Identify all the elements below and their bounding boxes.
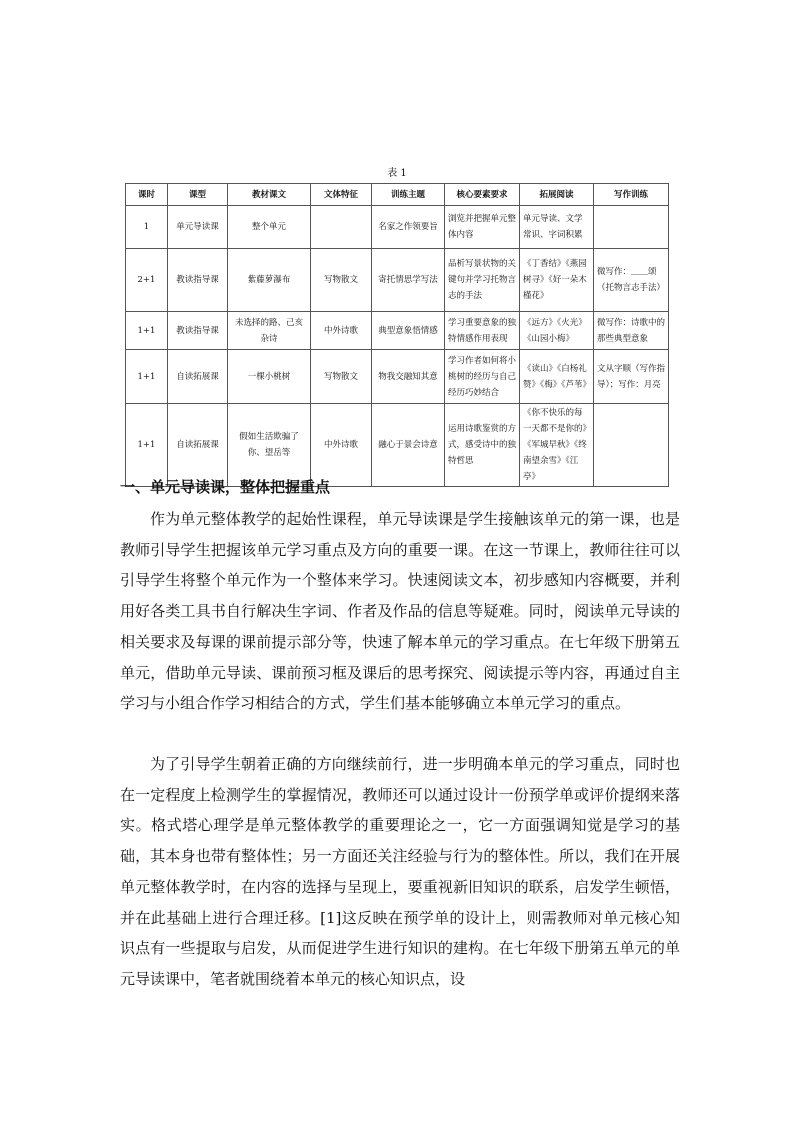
header-cell: 课型 — [168, 184, 228, 206]
table-row — [126, 350, 669, 404]
table-cell: 1+1 — [126, 404, 168, 487]
table-cell: 单元导读、文学常识、字词积累 — [520, 206, 594, 249]
header-cell: 写作训练 — [594, 184, 669, 206]
table-cell: 中外诗歌 — [311, 404, 372, 487]
table-row — [126, 404, 669, 487]
table-cell: 融心于景会诗意 — [372, 404, 445, 487]
table-cell: 寄托情思学写法 — [372, 249, 445, 312]
header-cell: 拓展阅读 — [520, 184, 594, 206]
header-cell: 训练主题 — [372, 184, 445, 206]
table-cell: 1+1 — [126, 350, 168, 404]
table-cell: 教读指导课 — [168, 312, 228, 350]
table-caption: 表 1 — [387, 168, 407, 179]
table-cell: 紫藤萝瀑布 — [228, 249, 311, 312]
header-cell: 核心要素要求 — [445, 184, 520, 206]
table-cell: 典型意象悟情感 — [372, 312, 445, 350]
table-cell: 1 — [126, 206, 168, 249]
table-cell: 《读山》《白杨礼赞》《梅》《芦苇》 — [520, 350, 594, 404]
table-cell: 微写作：诗歌中的那些典型意象 — [594, 312, 669, 350]
table-cell: 未选择的路、己亥杂诗 — [228, 312, 311, 350]
table-cell: 微写作：＿＿颂（托物言志手法） — [594, 249, 669, 312]
table-cell: 写物散文 — [311, 249, 372, 312]
table-cell: 学习重要意象的独特情感作用表现 — [445, 312, 520, 350]
table-header-row — [126, 184, 669, 206]
table-cell: 单元导读课 — [168, 206, 228, 249]
table-cell — [311, 206, 372, 249]
table-cell: 运用诗歌鉴赏的方式，感受诗中的独特哲思 — [445, 404, 520, 487]
table-cell — [594, 404, 669, 487]
table-cell: 物我交融知其意 — [372, 350, 445, 404]
table-cell: 《丁香结》《燕园树寻》《好一朵木槿花》 — [520, 249, 594, 312]
table-cell: 品析写景状物的关键句并学习托物言志的手法 — [445, 249, 520, 312]
table-cell: 《远方》《火光》《山园小梅》 — [520, 312, 594, 350]
table-cell: 整个单元 — [228, 206, 311, 249]
body-paragraph: 作为单元整体教学的起始性课程，单元导读课是学生接触该单元的第一课，也是教师引导学生把握该单元学习重点及方向的重要一课。在这一节课上，教师往往可以引导学生将整个单元作为一个整体来学习。快速阅读文本，初步感知内容概要，并利用好各类工具书自行解决生字词、作者及作品的信息等疑难。同时，阅读单元导读的相关要求及每课的课前提示部分等，快速了解本单元的学习重点。在七年级下册第五单元，借助单元导读、课前预习框及课后的思考探究、阅读提示等内容，再通过自主学习与小组合作学习相结合的方式，学生们基本能够确立本单元学习的重点。 — [120, 510, 680, 713]
table-cell: 自读拓展课 — [168, 350, 228, 404]
table-row — [126, 206, 669, 249]
table-cell: 1+1 — [126, 312, 168, 350]
table-cell: 教读指导课 — [168, 249, 228, 312]
table-cell: 浏览并把握单元整体内容 — [445, 206, 520, 249]
lesson-plan-table — [125, 183, 669, 487]
table-cell: 一棵小桃树 — [228, 350, 311, 404]
table-cell: 文从字顺（写作指导）；写作：月亮 — [594, 350, 669, 404]
table-cell: 2+1 — [126, 249, 168, 312]
table-cell: 名家之作领要旨 — [372, 206, 445, 249]
section-heading: 一、单元导读课，整体把握重点 — [120, 478, 331, 496]
header-cell: 文体特征 — [311, 184, 372, 206]
table-cell: 假如生活欺骗了你、望岳等 — [228, 404, 311, 487]
table-cell: 中外诗歌 — [311, 312, 372, 350]
table-cell: 《你不快乐的每一天都不是你的》《军城早秋》《终南望余雪》《江亭》 — [520, 404, 594, 487]
table-cell: 学习作者如何将小桃树的经历与自己经历巧妙结合 — [445, 350, 520, 404]
header-cell: 课时 — [126, 184, 168, 206]
table-cell — [594, 206, 669, 249]
table-cell: 写物散文 — [311, 350, 372, 404]
table-cell: 自读拓展课 — [168, 404, 228, 487]
table-row — [126, 312, 669, 350]
header-cell: 教材课文 — [228, 184, 311, 206]
body-paragraph: 为了引导学生朝着正确的方向继续前行，进一步明确本单元的学习重点，同时也在一定程度上检测学生的掌握情况，教师还可以通过设计一份预学单或评价提纲来落实。格式塔心理学是单元整体教学的重要理论之一，它一方面强调知觉是学习的基础，其本身也带有整体性；另一方面还关注经验与行为的整体性。所以，我们在开展单元整体教学时，在内容的选择与呈现上，要重视新旧知识的联系，启发学生顿悟，并在此基础上进行合理迁移。[1]这反映在预学单的设计上，则需教师对单元核心知识点有一些提取与启发，从而促进学生进行知识的建构。在七年级下册第五单元的单元导读课中，笔者就围绕着本单元的核心知识点，设 — [120, 755, 680, 988]
table-row — [126, 249, 669, 312]
